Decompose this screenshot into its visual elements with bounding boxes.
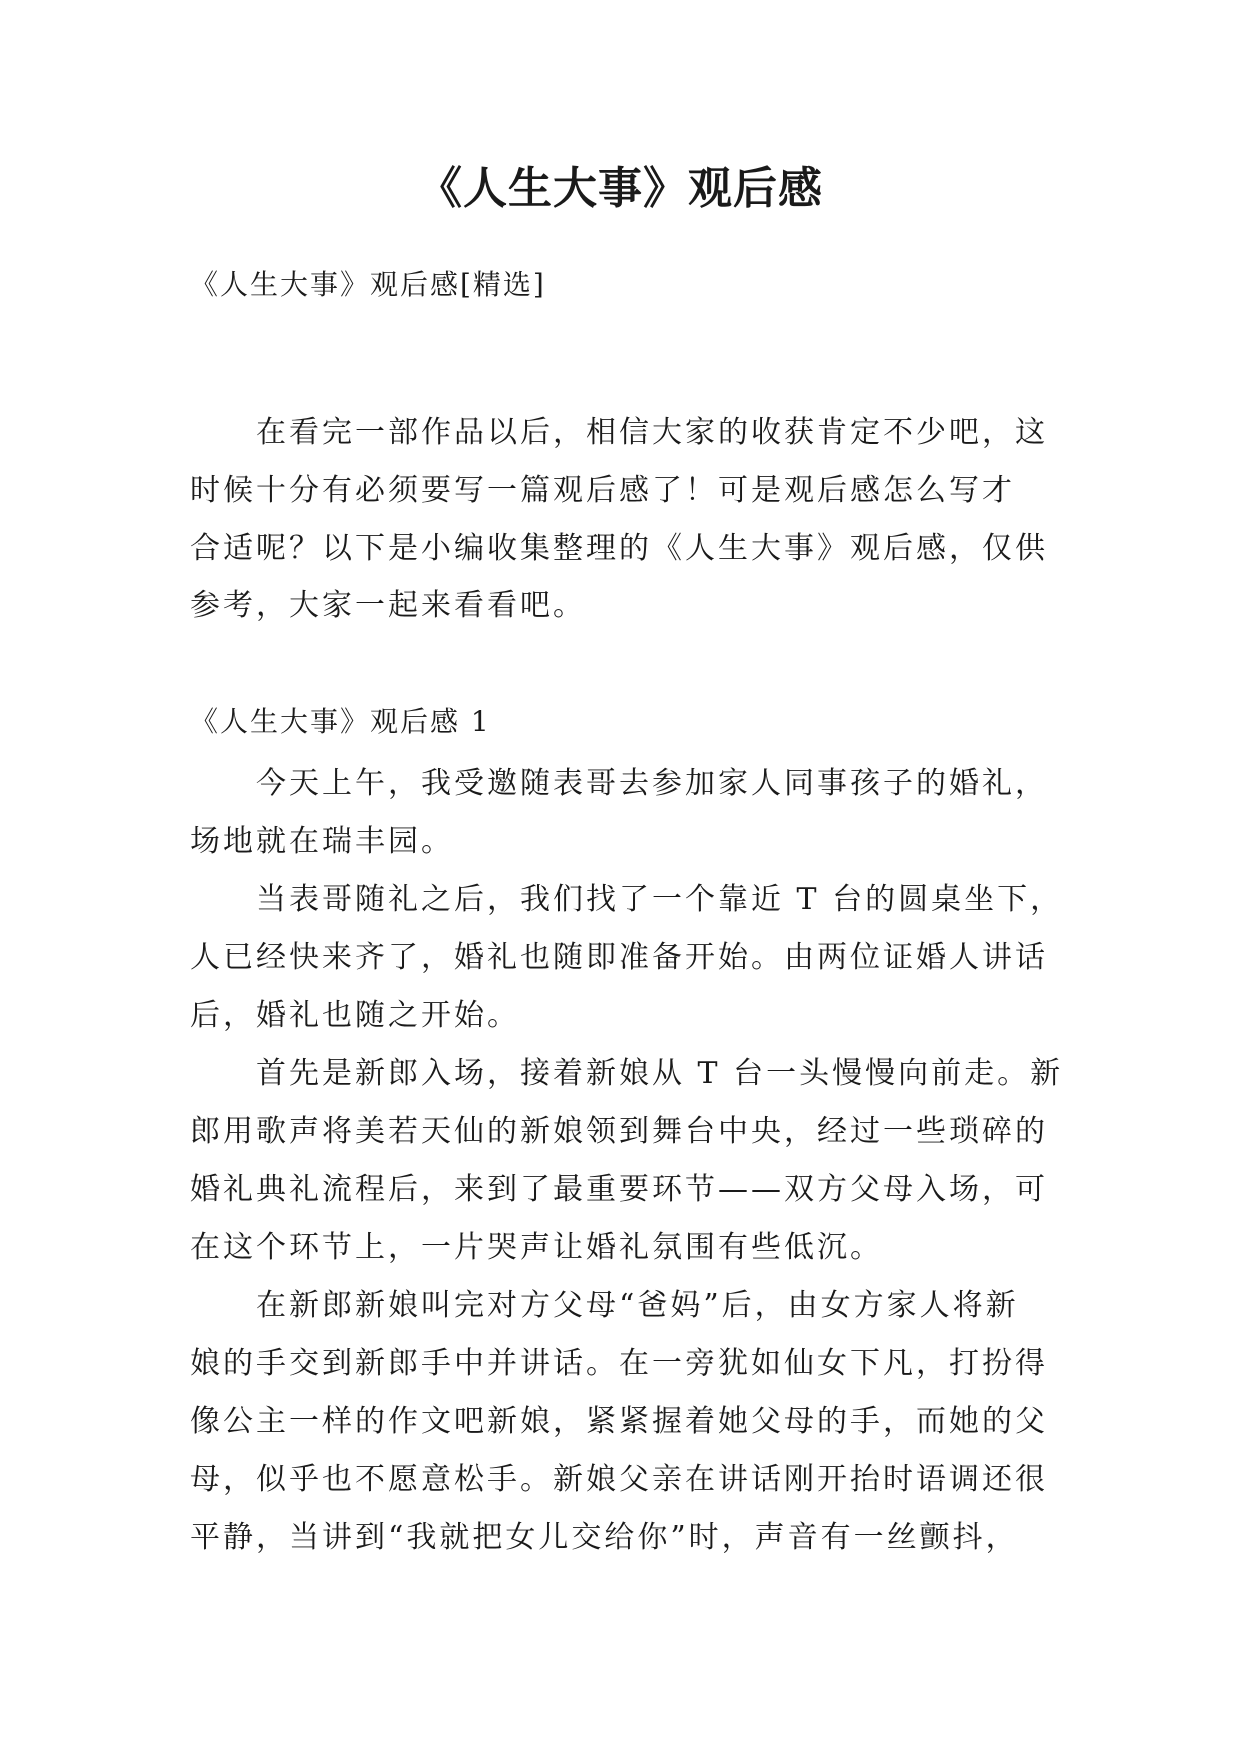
body-line: 人已经快来齐了，婚礼也随即准备开始。由两位证婚人讲话	[190, 940, 1048, 975]
body-line: 在这个环节上，一片哭声让婚礼氛围有些低沉。	[190, 1230, 883, 1265]
section-heading: 《人生大事》观后感 1	[190, 705, 491, 738]
body-line: 母，似乎也不愿意松手。新娘父亲在讲话刚开抬时语调还很	[190, 1462, 1048, 1497]
body-line: 像公主一样的作文吧新娘，紧紧握着她父母的手，而她的父	[190, 1404, 1048, 1439]
body-line: 平静，当讲到“我就把女儿交给你”时，声音有一丝颤抖，	[190, 1520, 1019, 1555]
body-line: 娘的手交到新郎手中并讲话。在一旁犹如仙女下凡，打扮得	[190, 1346, 1048, 1381]
intro-line: 参考，大家一起来看看吧。	[190, 588, 586, 623]
body-line: 在新郎新娘叫完对方父母“爸妈”后，由女方家人将新	[256, 1288, 1019, 1323]
body-line: 婚礼典礼流程后，来到了最重要环节——双方父母入场，可	[190, 1172, 1048, 1207]
page-title: 《人生大事》观后感	[418, 163, 823, 214]
document-subtitle: 《人生大事》观后感[精选]	[190, 268, 546, 301]
intro-line: 在看完一部作品以后，相信大家的收获肯定不少吧，这	[256, 415, 1048, 450]
body-line: 首先是新郎入场，接着新娘从 T 台一头慢慢向前走。新	[256, 1056, 1064, 1091]
body-line: 后，婚礼也随之开始。	[190, 998, 520, 1033]
intro-line: 合适呢？以下是小编收集整理的《人生大事》观后感，仅供	[190, 531, 1048, 566]
body-line: 当表哥随礼之后，我们找了一个靠近 T 台的圆桌坐下，	[256, 882, 1064, 917]
body-line: 郎用歌声将美若天仙的新娘领到舞台中央，经过一些琐碎的	[190, 1114, 1048, 1149]
intro-line: 时候十分有必须要写一篇观后感了！可是观后感怎么写才	[190, 473, 1015, 508]
body-line: 场地就在瑞丰园。	[190, 824, 454, 859]
body-line: 今天上午，我受邀随表哥去参加家人同事孩子的婚礼，	[256, 766, 1048, 801]
